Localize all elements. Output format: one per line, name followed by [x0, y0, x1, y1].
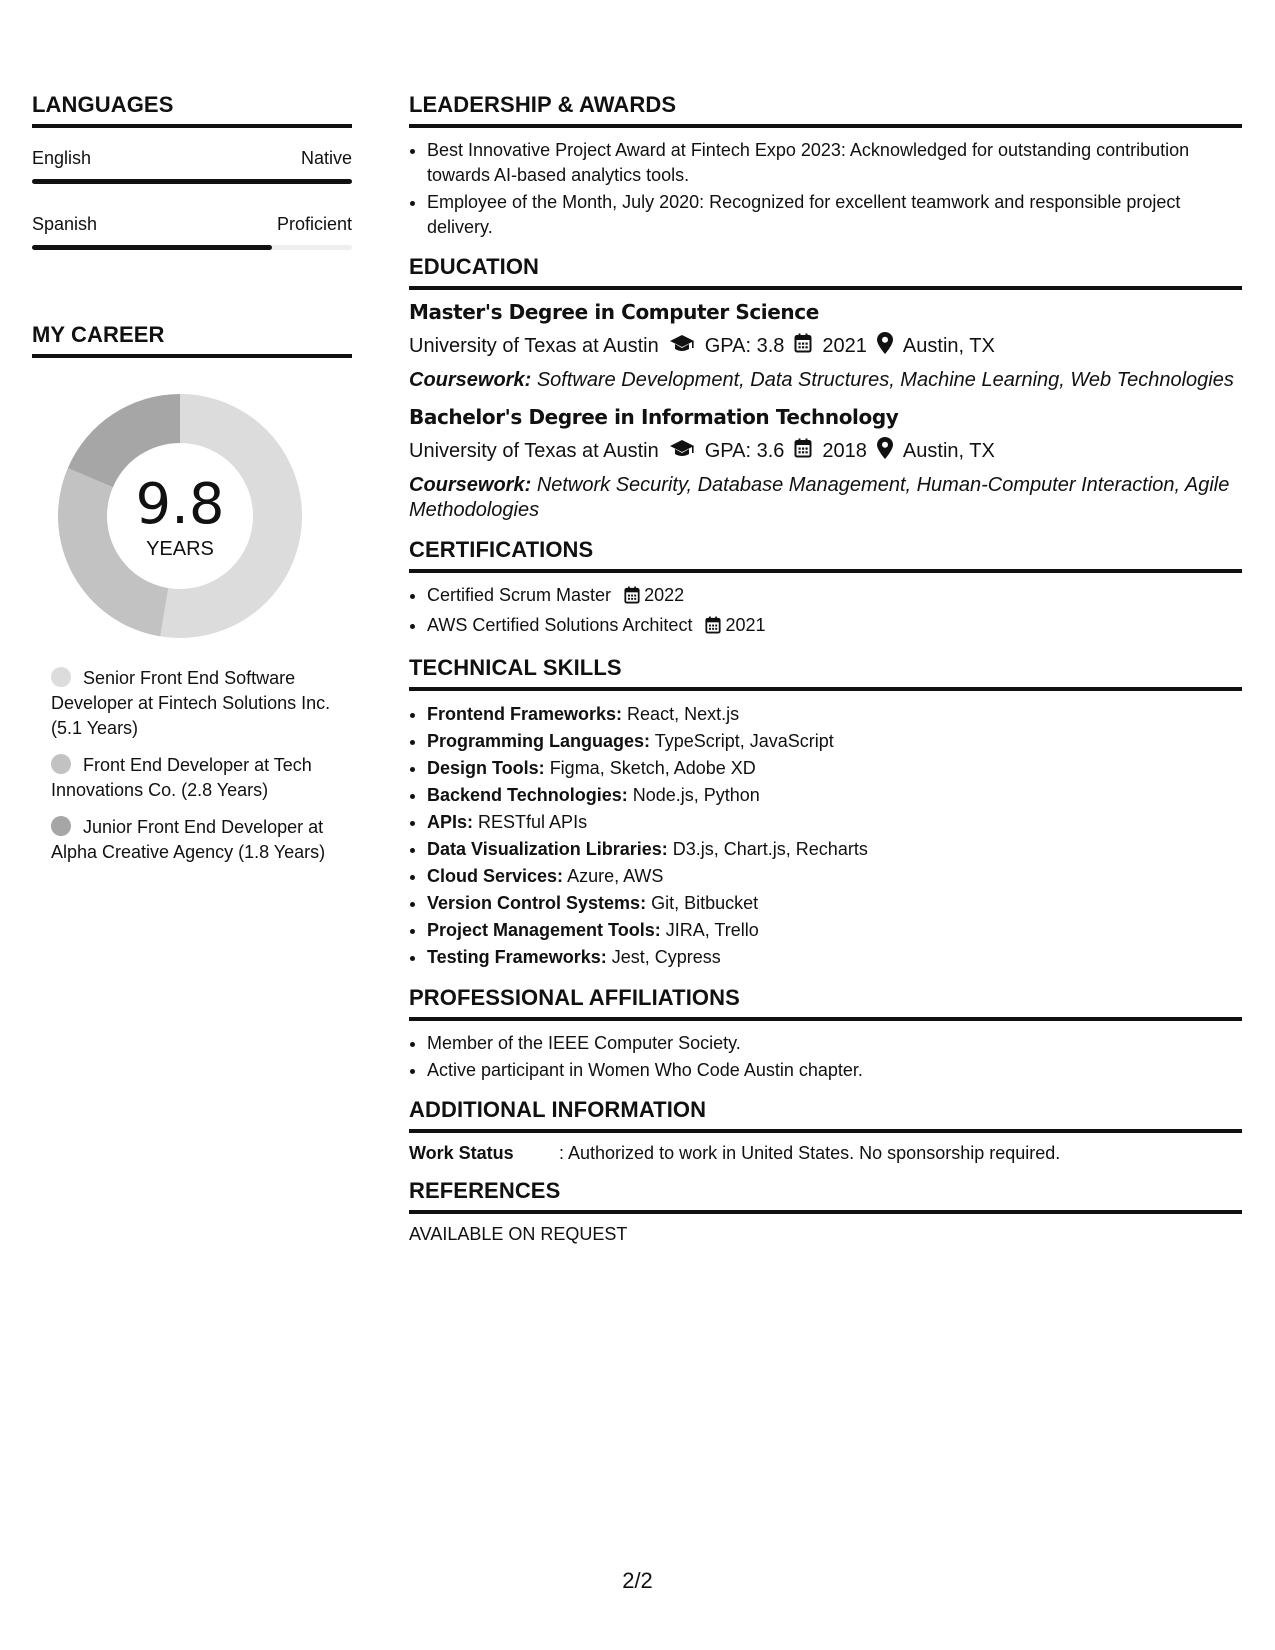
skills-title: TECHNICAL SKILLS: [409, 655, 1242, 691]
education-meta: [409, 437, 1242, 465]
certification-year: 2022: [644, 585, 685, 605]
education-title: EDUCATION: [409, 254, 1242, 290]
skill-value: Figma, Sketch, Adobe XD: [549, 758, 756, 778]
list-item: [427, 782, 1242, 809]
language-bar-fill: [32, 179, 352, 184]
language-bar-fill: [32, 245, 272, 250]
list-item: [427, 917, 1242, 944]
legend-dot-icon: [51, 667, 71, 687]
certification-name: Certified Scrum Master: [427, 585, 612, 605]
education-entry: [409, 405, 1242, 523]
list-item: [427, 890, 1242, 917]
map-pin-icon: [877, 332, 893, 360]
calendar-icon: [705, 616, 721, 641]
career-donut-chart: [56, 392, 304, 640]
affiliations-section: [409, 985, 1242, 1083]
references-title: REFERENCES: [409, 1178, 1242, 1214]
language-level: Proficient: [276, 214, 352, 234]
education-entry: [409, 300, 1242, 393]
language-level: Native: [300, 148, 352, 168]
school-location: Austin, TX: [902, 334, 995, 357]
list-item: [427, 701, 1242, 728]
coursework: [409, 368, 1242, 393]
career-role-text: Front End Developer at Tech Innovations Co. (2.8 Years): [51, 755, 312, 800]
certification-name: AWS Certified Solutions Architect: [427, 615, 693, 635]
career-legend-item: [51, 666, 331, 741]
additional-info-section: [409, 1097, 1242, 1164]
career-role-text: Senior Front End Software Developer at Fintech Solutions Inc. (5.1 Years): [51, 668, 331, 738]
degree-title: Bachelor's Degree in Information Technology: [409, 405, 899, 429]
career-role-text: Junior Front End Developer at Alpha Creative Agency (1.8 Years): [51, 817, 326, 862]
languages-title: LANGUAGES: [32, 92, 352, 128]
skill-value: Jest, Cypress: [611, 947, 721, 967]
leadership-title: LEADERSHIP & AWARDS: [409, 92, 1242, 128]
page-number: 2/2: [622, 1568, 653, 1593]
language-name: Spanish: [32, 214, 98, 234]
left-column: [32, 92, 352, 877]
legend-dot-icon: [51, 754, 71, 774]
skill-label: Backend Technologies:: [427, 785, 628, 805]
list-item: • Best Innovative Project Award at Fintech Expo 2023: Acknowledged for outstanding contribution towards AI-based analytics tools.: [427, 138, 1242, 188]
leadership-section: [409, 92, 1242, 240]
certifications-title: CERTIFICATIONS: [409, 537, 1242, 573]
language-item: [32, 206, 352, 250]
career-title: MY CAREER: [32, 322, 352, 358]
list-item: [427, 755, 1242, 782]
coursework: [409, 473, 1242, 523]
skill-label: APIs:: [427, 812, 474, 832]
skill-label: Data Visualization Libraries:: [427, 839, 668, 859]
skill-value: Node.js, Python: [632, 785, 760, 805]
skills-list: [409, 701, 1242, 971]
career-total-unit: YEARS: [146, 538, 214, 560]
language-bar: [32, 245, 352, 250]
list-item: • Active participant in Women Who Code Austin chapter.: [427, 1058, 1242, 1083]
skill-value: RESTful APIs: [478, 812, 588, 832]
list-item: [427, 728, 1242, 755]
coursework-text: Software Development, Data Structures, Machine Learning, Web Technologies: [536, 369, 1234, 391]
legend-dot-icon: [51, 816, 71, 836]
right-column: [409, 92, 1242, 1259]
skill-value: Git, Bitbucket: [651, 893, 759, 913]
skill-label: Programming Languages:: [427, 731, 651, 751]
references-text: AVAILABLE ON REQUEST: [409, 1224, 628, 1244]
graduation-cap-icon: [669, 438, 695, 464]
skill-value: JIRA, Trello: [665, 920, 759, 940]
languages-section: [32, 92, 352, 250]
graduation-cap-icon: [669, 333, 695, 359]
list-item: • Member of the IEEE Computer Society.: [427, 1031, 1242, 1056]
list-item: [427, 583, 1242, 611]
calendar-icon: [624, 586, 640, 611]
career-total-value: 9.8: [135, 472, 225, 537]
graduation-year: 2018: [822, 439, 867, 462]
skill-label: Cloud Services:: [427, 866, 564, 886]
skills-section: [409, 655, 1242, 971]
skill-value: D3.js, Chart.js, Recharts: [672, 839, 868, 859]
work-status-row: [409, 1143, 1242, 1164]
language-item: [32, 140, 352, 184]
education-meta: [409, 332, 1242, 360]
certification-year: 2021: [725, 615, 766, 635]
list-item: [427, 863, 1242, 890]
calendar-icon: [794, 333, 812, 359]
certifications-section: [409, 537, 1242, 641]
coursework-label: Coursework:: [409, 369, 532, 391]
skill-value: React, Next.js: [627, 704, 740, 724]
career-legend: [51, 666, 331, 865]
list-item: [427, 613, 1242, 641]
skill-label: Project Management Tools:: [427, 920, 661, 940]
education-section: [409, 254, 1242, 523]
additional-info-title: ADDITIONAL INFORMATION: [409, 1097, 1242, 1133]
affiliations-list: [409, 1031, 1242, 1083]
language-name: English: [32, 148, 92, 168]
calendar-icon: [794, 438, 812, 464]
career-section: [32, 322, 352, 865]
coursework-text: Network Security, Database Management, Human-Computer Interaction, Agile Methodologies: [409, 474, 1230, 521]
gpa: GPA: 3.6: [704, 439, 785, 462]
skill-label: Version Control Systems:: [427, 893, 647, 913]
skill-label: Frontend Frameworks:: [427, 704, 623, 724]
school-name: University of Texas at Austin: [409, 334, 659, 357]
affiliations-title: PROFESSIONAL AFFILIATIONS: [409, 985, 1242, 1021]
gpa: GPA: 3.8: [704, 334, 785, 357]
skill-label: Testing Frameworks:: [427, 947, 607, 967]
list-item: [427, 836, 1242, 863]
school-location: Austin, TX: [902, 439, 995, 462]
skill-label: Design Tools:: [427, 758, 545, 778]
skill-value: Azure, AWS: [567, 866, 664, 886]
list-item: • Employee of the Month, July 2020: Recognized for excellent teamwork and responsible project delivery.: [427, 190, 1242, 240]
references-section: [409, 1178, 1242, 1245]
work-status-label: Work Status: [409, 1143, 514, 1163]
work-status-value: : Authorized to work in United States. No sponsorship required.: [559, 1143, 1061, 1163]
skill-value: TypeScript, JavaScript: [654, 731, 834, 751]
list-item: [427, 809, 1242, 836]
career-legend-item: [51, 753, 331, 803]
certifications-list: [409, 583, 1242, 641]
career-legend-item: [51, 815, 331, 865]
languages-list: [32, 140, 352, 250]
school-name: University of Texas at Austin: [409, 439, 659, 462]
leadership-list: [409, 138, 1242, 240]
graduation-year: 2021: [822, 334, 867, 357]
list-item: [427, 944, 1242, 971]
coursework-label: Coursework:: [409, 474, 532, 496]
map-pin-icon: [877, 437, 893, 465]
language-bar: [32, 179, 352, 184]
degree-title: Master's Degree in Computer Science: [409, 300, 819, 324]
